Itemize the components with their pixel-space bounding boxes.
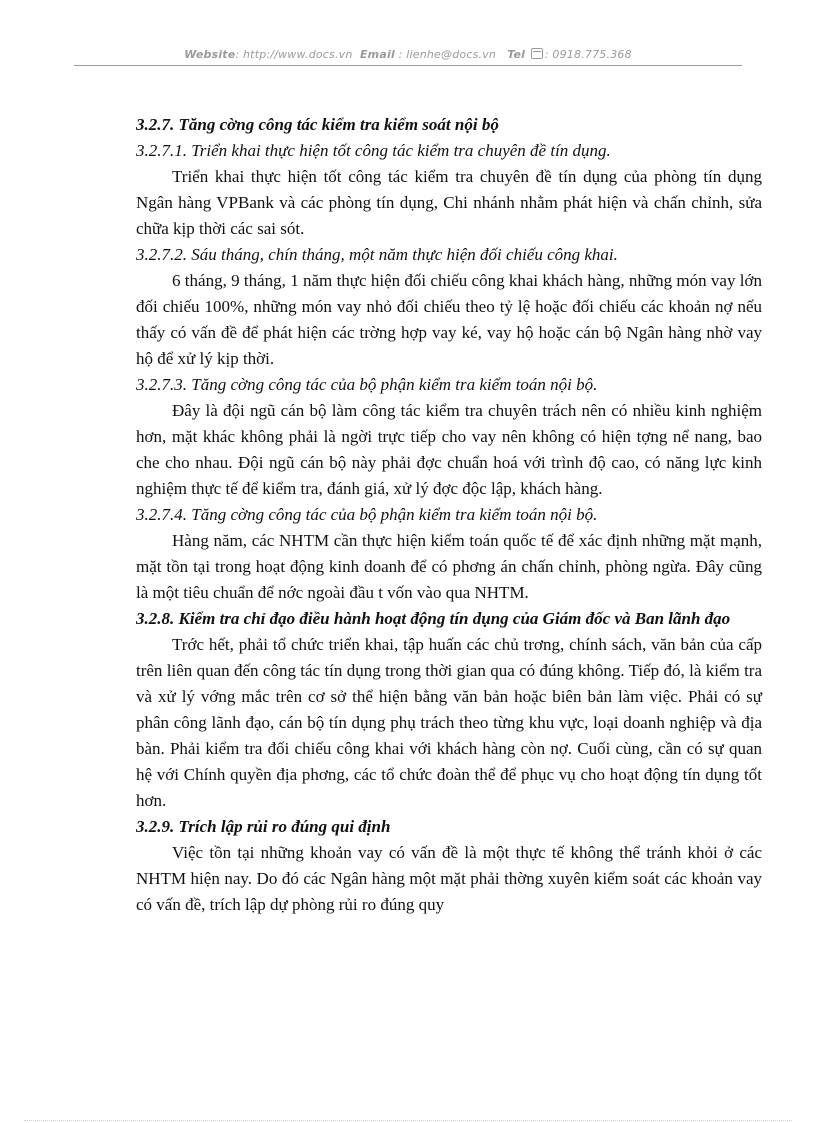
paragraph-3-2-8: Trớc hết, phải tổ chức triển khai, tập huấn các chủ trơng, chính sách, văn bản của cấp trên liên quan đến công tác tín dụng trong thời gian qua có đúng không. Tiếp đó, là kiểm tra và xử lý vớng mắc trên cơ sở thể hiện bằng văn bản hoặc biên bản làm việc. Phải có sự phân công lãnh đạo, cán bộ tín dụng phụ trách theo từng khu vực, loại doanh nghiệp và địa bàn. Phải kiểm tra đối chiếu công khai với khách hàng còn nợ. Cuối cùng, cần có sự quan hệ với Chính quyền địa phơng, các tổ chức đoàn thể để phục vụ cho hoạt động tín dụng tốt hơn. <box>136 635 762 810</box>
paragraph-3-2-7-3: Đây là đội ngũ cán bộ làm công tác kiểm tra chuyên trách nên có nhiều kinh nghiệm hơn, mặt khác không phải là ngời trực tiếp cho vay nên không có hiện tợng nể nang, bao che cho nhau. Đội ngũ cán bộ này phải đợc chuẩn hoá với trình độ cao, có năng lực kinh nghiệm thực tế để kiểm tra, đánh giá, xử lý đợc độc lập, khách hàng. <box>136 401 762 498</box>
paragraph-3-2-7-1: Triển khai thực hiện tốt công tác kiểm tra chuyên đề tín dụng của phòng tín dụng Ngân hàng VPBank và các phòng tín dụng, Chi nhánh nhằm phát hiện và chấn chỉnh, sửa chữa kịp thời các sai sót. <box>136 167 762 238</box>
header-divider <box>74 65 742 66</box>
email-label: Email <box>359 48 395 61</box>
page-header <box>74 48 742 61</box>
footer-divider <box>24 1120 792 1121</box>
heading-3-2-7-4: 3.2.7.4. Tăng cờng công tác của bộ phận kiểm tra kiểm toán nội bộ. <box>136 505 598 524</box>
website-label: Website <box>184 48 236 61</box>
email-value: : lienhe@docs.vn <box>398 48 497 61</box>
tel-value: : 0918.775.368 <box>544 48 632 61</box>
heading-3-2-7-1: 3.2.7.1. Triển khai thực hiện tốt công tác kiểm tra chuyên đề tín dụng. <box>136 141 611 160</box>
document-body <box>136 112 762 918</box>
heading-3-2-7-3: 3.2.7.3. Tăng cờng công tác của bộ phận kiểm tra kiểm toán nội bộ. <box>136 375 598 394</box>
heading-3-2-8: 3.2.8. Kiểm tra chỉ đạo điều hành hoạt động tín dụng của Giám đốc và Ban lãnh đạo <box>136 609 731 628</box>
paragraph-3-2-9: Việc tồn tại những khoản vay có vấn đề là một thực tế không thể tránh khỏi ở các NHTM hiện nay. Do đó các Ngân hàng một mặt phải thờng xuyên kiểm soát các khoản vay có vấn đề, trích lập dự phòng rủi ro đúng quy <box>136 843 762 914</box>
phone-icon <box>531 48 543 59</box>
tel-label: Tel <box>507 48 526 61</box>
heading-3-2-9: 3.2.9. Trích lập rủi ro đúng qui định <box>136 817 391 836</box>
paragraph-3-2-7-4: Hàng năm, các NHTM cần thực hiện kiểm toán quốc tế để xác định những mặt mạnh, mặt tồn tại trong hoạt động kinh doanh để có phơng án chấn chỉnh, phòng ngừa. Đây cũng là một tiêu chuẩn để nớc ngoài đầu t vốn vào qua NHTM. <box>136 531 762 602</box>
heading-3-2-7-2: 3.2.7.2. Sáu tháng, chín tháng, một năm thực hiện đối chiếu công khai. <box>136 245 618 264</box>
heading-3-2-7: 3.2.7. Tăng cờng công tác kiểm tra kiểm soát nội bộ <box>136 115 499 134</box>
paragraph-3-2-7-2: 6 tháng, 9 tháng, 1 năm thực hiện đối chiếu công khai khách hàng, những món vay lớn đối chiếu 100%, những món vay nhỏ đối chiếu theo tỷ lệ hoặc đối chiếu các khoản nợ nếu thấy có vấn đề để phát hiện các trờng hợp vay ké, vay hộ hoặc cán bộ Ngân hàng nhờ vay hộ để xử lý kịp thời. <box>136 271 762 368</box>
website-value: : http://www.docs.vn <box>235 48 353 61</box>
